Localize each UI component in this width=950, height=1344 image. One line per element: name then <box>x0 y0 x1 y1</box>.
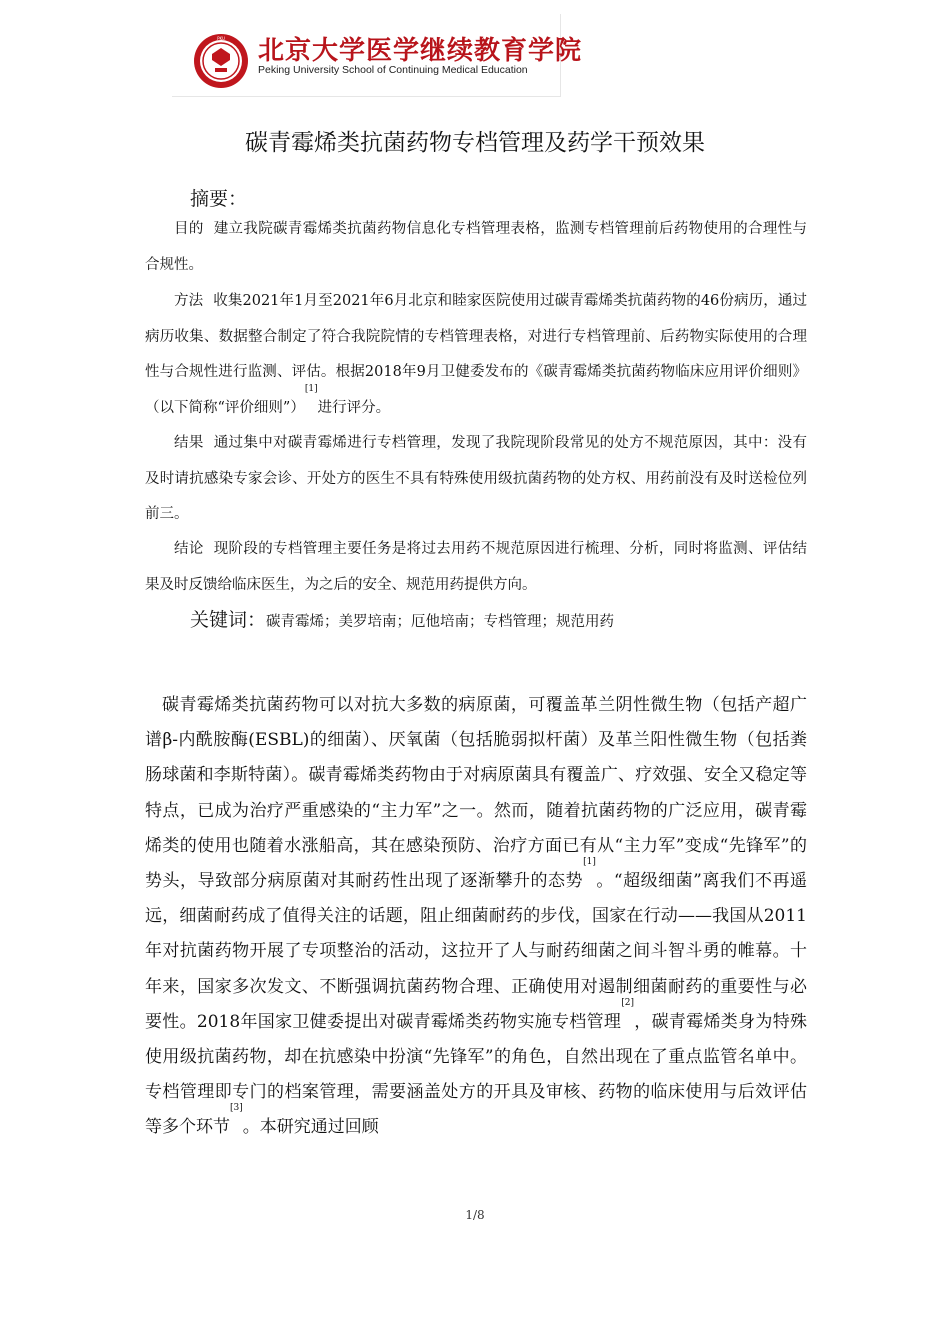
keywords-line <box>190 605 614 632</box>
method-label: 方法 <box>174 293 204 309</box>
abstract-heading: 摘要： <box>190 188 248 210</box>
conclusion-text: 现阶段的专档管理主要任务是将过去用药不规范原因进行梳理、分析，同时将监测、评估结果及时反馈给临床医生，为之后的安全、规范用药提供方向。 <box>145 541 808 593</box>
keywords-text: 碳青霉烯；美罗培南；厄他培南；专档管理；规范用药 <box>266 614 615 630</box>
body-text-4: 。本研究通过回顾 <box>242 1117 379 1138</box>
body-text-3: ，碳青霉烯类身为特殊使用级抗菌药物，却在抗感染中扮演“先锋军”的角色，自然出现在了重点监管名单中。专档管理即专门的档案管理，需要涵盖处方的开具及审核、药物的临床使用与后效评估等多个环节 <box>145 1011 808 1138</box>
result-label: 结果 <box>174 435 204 451</box>
result-text: 通过集中对碳青霉烯进行专档管理，发现了我院现阶段常见的处方不规范原因，其中：没有及时请抗感染专家会诊、开处方的医生不具有特殊使用级抗菌药物的处方权、用药前没有及时送检位列前三。 <box>145 435 808 522</box>
keywords-label: 关键词： <box>190 609 267 631</box>
abstract-method <box>145 284 807 426</box>
citation-ref: [2] <box>621 997 634 1008</box>
paper-title: 碳青霉烯类抗菌药物专档管理及药学干预效果 <box>245 130 705 156</box>
conclusion-label: 结论 <box>174 541 204 557</box>
abstract-objective <box>145 212 807 283</box>
method-tail: 进行评分。 <box>317 399 391 416</box>
svg-text:PKU: PKU <box>217 36 225 41</box>
institution-name-en: Peking University School of Continuing Medical Education <box>258 64 528 76</box>
citation-ref: [3] <box>230 1103 243 1114</box>
abstract-conclusion <box>145 532 807 603</box>
objective-label: 目的 <box>174 221 204 237</box>
institution-name-cn: 北京大学医学继续教育学院 <box>258 36 583 66</box>
citation-ref: [1] <box>304 383 318 394</box>
university-seal-icon <box>192 32 250 90</box>
body-paragraph <box>145 688 807 1146</box>
citation-ref: [1] <box>583 857 596 868</box>
abstract-result <box>145 426 807 533</box>
body-text-1: 碳青霉烯类抗菌药物可以对抗大多数的病原菌，可覆盖革兰阴性微生物（包括产超广谱β-内酰胺酶(ESBL)的细菌）、厌氧菌（包括脆弱拟杆菌）及革兰阳性微生物（包括粪肠球菌和李斯特菌）。碳青霉烯类药物由于对病原菌具有覆盖广、疗效强、安全又稳定等特点，已成为治疗严重感染的“主力军”之一。然而，随着抗菌药物的广泛应用，碳青霉烯类的使用也随着水涨船高，其在感染预防、治疗方面已有从“主力军”变成“先锋军”的势头，导致部分病原菌对其耐药性出现了逐渐攀升的态势 <box>145 695 807 892</box>
body-text-2: 。“超级细菌”离我们不再遥远，细菌耐药成了值得关注的话题，阻止细菌耐药的步伐，国家在行动——我国从2011年对抗菌药物开展了专项整治的活动，这拉开了人与耐药细菌之间斗智斗勇的帷幕。十年来，国家多次发文、不断强调抗菌药物合理、正确使用对遏制细菌耐药的重要性与必要性。2018年国家卫健委提出对碳青霉烯类药物实施专档管理 <box>145 871 808 1032</box>
page-number: 1/8 <box>465 1208 485 1222</box>
objective-text: 建立我院碳青霉烯类抗菌药物信息化专档管理表格，监测专档管理前后药物使用的合理性与合规性。 <box>145 221 808 273</box>
method-text: 收集2021年1月至2021年6月北京和睦家医院使用过碳青霉烯类抗菌药物的46份病历，通过病历收集、数据整合制定了符合我院院情的专档管理表格，对进行专档管理前、后药物实际使用的合理性与合规性进行监测、评估。根据2018年9月卫健委发布的《碳青霉烯类抗菌药物临床应用评价细则》（以下简称“评价细则”） <box>145 293 808 416</box>
